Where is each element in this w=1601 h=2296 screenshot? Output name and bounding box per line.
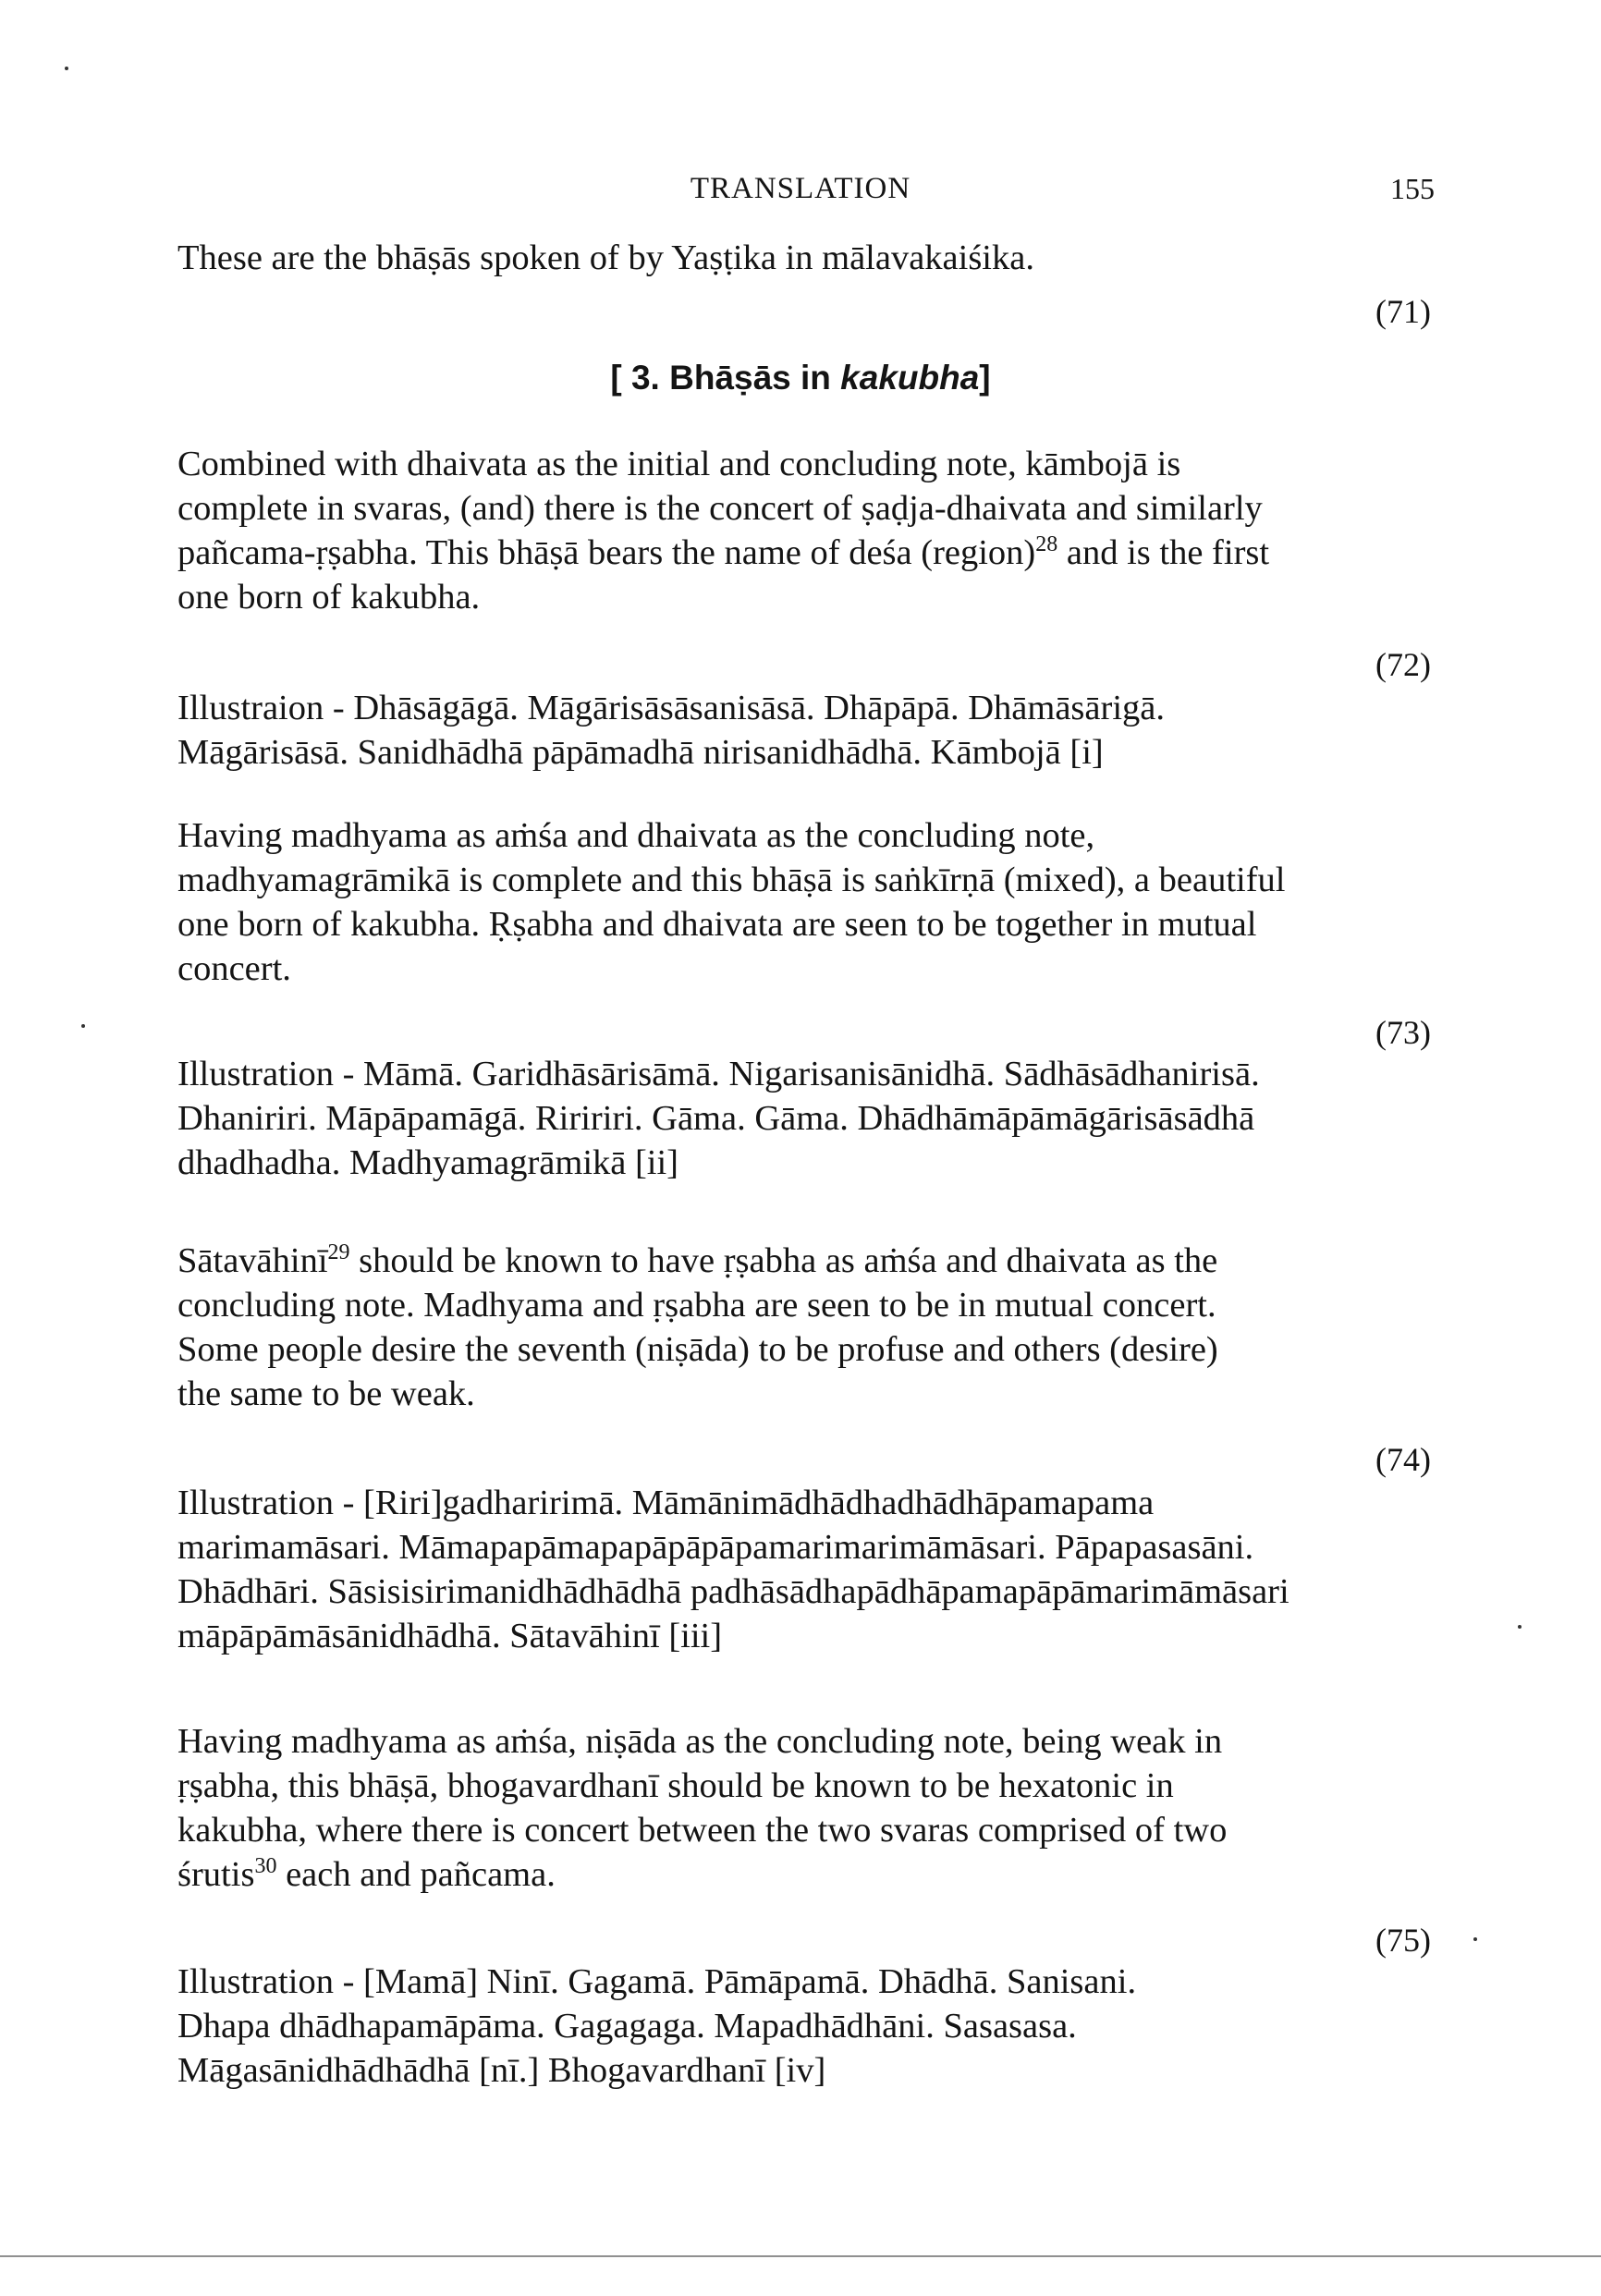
verse-number-75: (75)	[1375, 1922, 1431, 1959]
verse-number-73: (73)	[1375, 1014, 1431, 1051]
scan-edge-line	[0, 2255, 1601, 2257]
text-line: Illustraion - Dhāsāgāgā. Māgārisāsāsanisāsā. Dhāpāpā. Dhāmāsārigā.	[177, 689, 1165, 727]
illustration-madhyamagramika	[177, 1052, 1425, 1185]
scan-speck	[81, 1024, 85, 1028]
text-line: dhadhadha. Madhyamagrāmikā [ii]	[177, 1143, 679, 1182]
text-line: Māgasānidhādhādhā [nī.] Bhogavardhanī [iv]	[177, 2051, 826, 2090]
text-line: pañcama-ṛṣabha. This bhāṣā bears the name of deśa (region)$^{28}$ and is the first	[177, 532, 1270, 572]
paragraph-madhyamagramika	[177, 813, 1425, 991]
illustration-satavahini	[177, 1481, 1425, 1658]
text-line: These are the bhāṣās spoken of by Yaṣṭika in mālavakaiśika.	[177, 238, 1034, 277]
scan-speck	[1473, 1937, 1477, 1941]
text-line: concert.	[177, 949, 291, 988]
scan-speck	[65, 67, 68, 70]
text-line: kakubha, where there is concert between the two svaras comprised of two	[177, 1811, 1228, 1850]
text-line: śrutis$^{30}$ each and pañcama.	[177, 1854, 556, 1894]
text-line: Māgārisāsā. Sanidhādhā pāpāmadhā nirisanidhādhā. Kāmbojā [i]	[177, 733, 1104, 772]
text-line: Dhādhāri. Sāsisisirimanidhādhādhā padhāsādhapādhāpamapāpāmarimāmāsari	[177, 1572, 1289, 1611]
text-line: one born of kakubha. Ṛṣabha and dhaivata are seen to be together in mutual	[177, 905, 1257, 944]
text-line: Sātavāhinī$^{29}$ should be known to have ṛṣabha as aṁśa and dhaivata as the	[177, 1240, 1218, 1280]
text-line: Some people desire the seventh (niṣāda) to be profuse and others (desire)	[177, 1330, 1218, 1369]
illustration-kamboja	[177, 686, 1425, 775]
paragraph-satavahini	[177, 1239, 1425, 1416]
paragraph-kamboja	[177, 442, 1425, 619]
text-line: Dhaniriri. Māpāpamāgā. Riririri. Gāma. Gāma. Dhādhāmāpāmāgārisāsādhā	[177, 1099, 1255, 1138]
paragraph-intro	[177, 236, 1425, 280]
text-line: Illustration - [Riri]gadharirimā. Māmānimādhādhadhādhāpamapama	[177, 1484, 1155, 1522]
text-line: māpāpāmāsānidhādhā. Sātavāhinī [iii]	[177, 1617, 723, 1655]
text-line: ṛṣabha, this bhāṣā, bhogavardhanī should be known to be hexatonic in	[177, 1766, 1174, 1805]
verse-number-71: (71)	[1375, 293, 1431, 330]
footnote-ref-28: 28	[1035, 532, 1058, 556]
text-line: complete in svaras, (and) there is the concert of ṣaḍja-dhaivata and similarly	[177, 489, 1263, 528]
text-line: Illustration - [Mamā] Ninī. Gagamā. Pāmāpamā. Dhādhā. Sanisani.	[177, 1962, 1137, 2001]
text-line: the same to be weak.	[177, 1374, 475, 1413]
section-heading: [ 3. Bhāṣās in kakubha]	[610, 359, 991, 397]
footnote-ref-30: 30	[254, 1854, 277, 1878]
text-line: Having madhyama as aṁśa and dhaivata as the concluding note,	[177, 816, 1095, 855]
text-line: Dhapa dhādhapamāpāma. Gagagaga. Mapadhādhāni. Sasasasa.	[177, 2007, 1077, 2046]
text-line: Combined with dhaivata as the initial and concluding note, kāmbojā is	[177, 445, 1181, 483]
running-header: TRANSLATION	[690, 172, 911, 205]
illustration-bhogavardhani	[177, 1960, 1425, 2093]
verse-number-74: (74)	[1375, 1441, 1431, 1478]
text-line: Having madhyama as aṁśa, niṣāda as the concluding note, being weak in	[177, 1722, 1223, 1761]
footnote-ref-29: 29	[327, 1240, 350, 1264]
text-line: one born of kakubha.	[177, 578, 481, 617]
page-number: 155	[1390, 172, 1435, 205]
paragraph-bhogavardhani	[177, 1719, 1425, 1897]
text-line: marimamāsari. Māmapapāmapapāpāpāpamarimarimāmāsari. Pāpapasasāni.	[177, 1528, 1254, 1567]
verse-number-72: (72)	[1375, 646, 1431, 683]
text-line: concluding note. Madhyama and ṛṣabha are seen to be in mutual concert.	[177, 1286, 1216, 1325]
scan-speck	[1518, 1625, 1522, 1629]
text-line: Illustration - Māmā. Garidhāsārisāmā. Nigarisanisānidhā. Sādhāsādhanirisā.	[177, 1055, 1260, 1093]
text-line: madhyamagrāmikā is complete and this bhāṣā is saṅkīrṇā (mixed), a beautiful	[177, 861, 1286, 899]
